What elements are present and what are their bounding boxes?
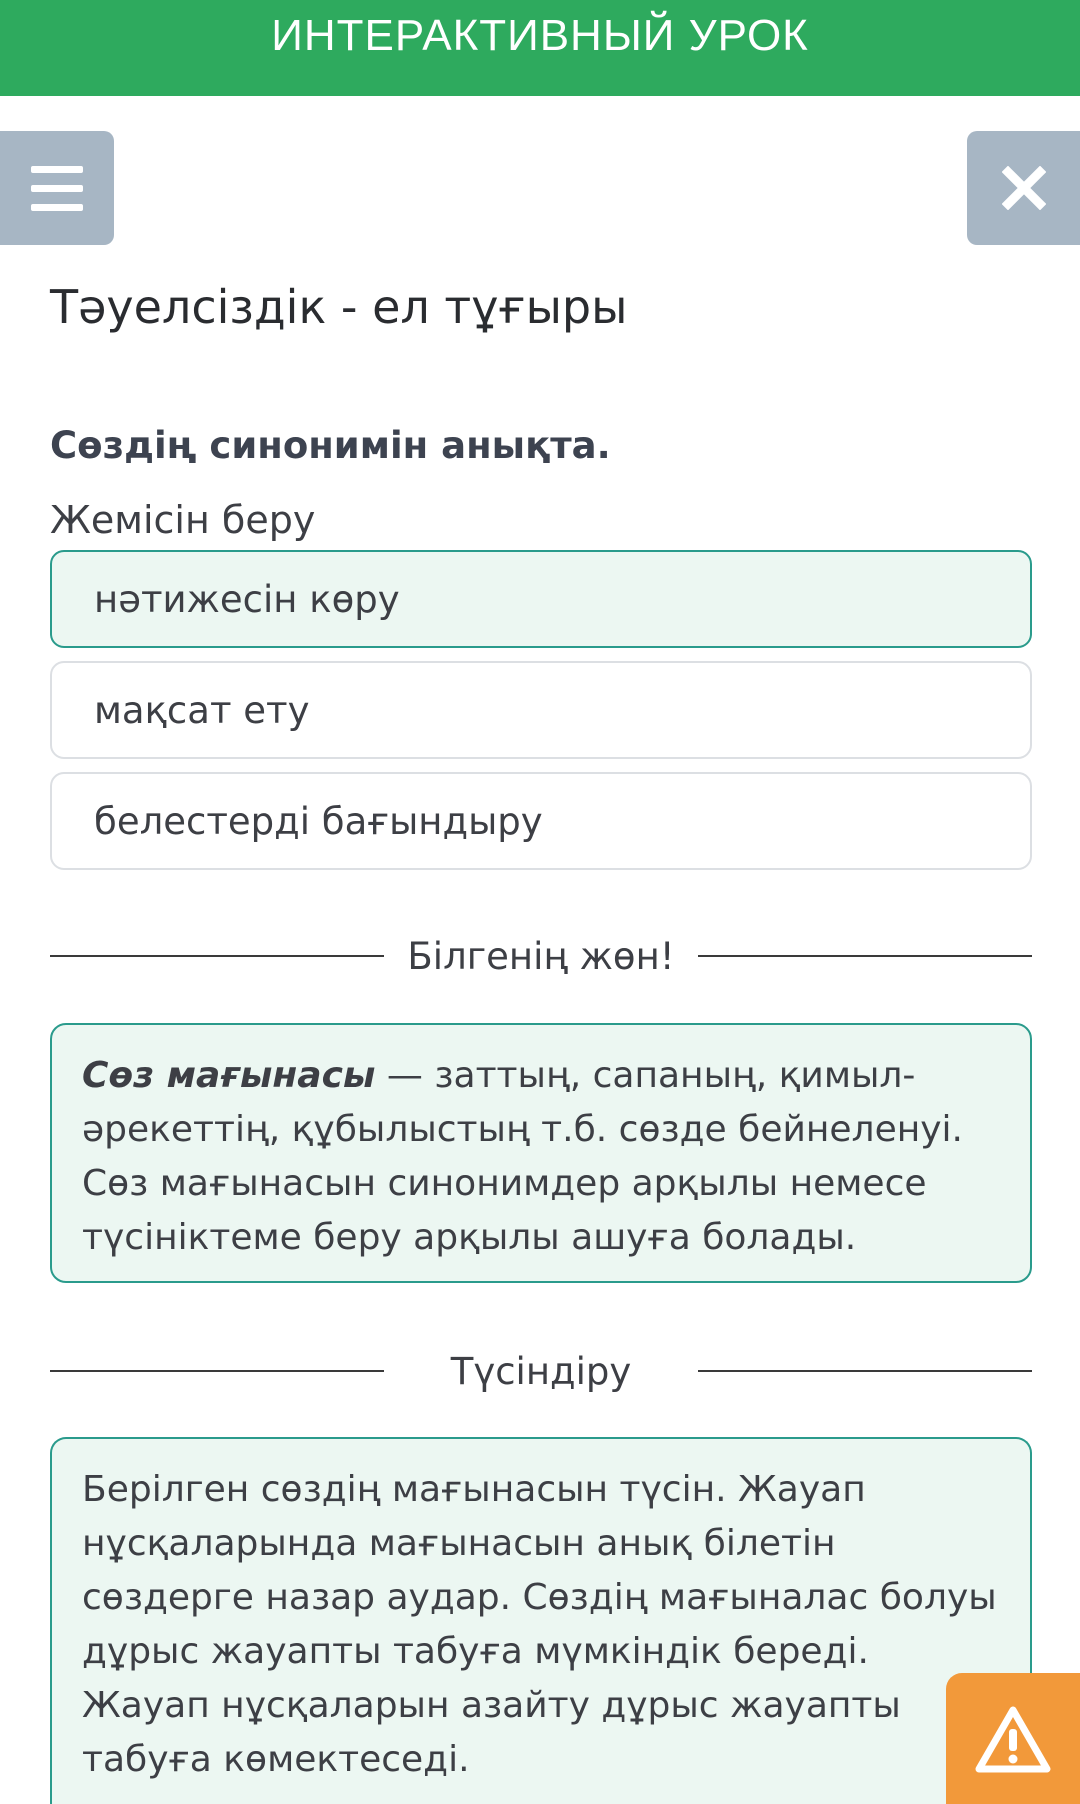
close-icon [1002, 166, 1046, 210]
header-bar [0, 0, 1080, 96]
explanation-box [50, 1437, 1032, 1804]
answer-option-label: мақсат ету [94, 688, 310, 732]
question-word: Жемісін беру [50, 498, 316, 542]
knowledge-heading: Білгенің жөн! [407, 934, 675, 978]
explanation-heading: Түсіндіру [450, 1349, 632, 1393]
answer-option-1[interactable] [50, 550, 1032, 648]
report-button[interactable] [946, 1673, 1080, 1804]
knowledge-box [50, 1023, 1032, 1283]
lesson-title: Тәуелсіздік - ел тұғыры [50, 280, 628, 334]
menu-button[interactable] [0, 131, 114, 245]
answer-option-3[interactable] [50, 772, 1032, 870]
answer-option-2[interactable] [50, 661, 1032, 759]
knowledge-divider [50, 931, 1032, 981]
close-button[interactable] [967, 131, 1080, 245]
warning-triangle-icon [975, 1705, 1051, 1773]
knowledge-text: — заттың, сапаның, қимыл-әрекеттің, құбылыстың т.б. сөзде бейнеленуі. Сөз мағынасын синонимдер арқылы немесе түсініктеме беру арқылы ашуға болады. [82, 1055, 963, 1258]
answer-option-label: нәтижесін көру [94, 577, 400, 621]
explanation-text: Берілген сөздің мағынасын түсін. Жауап нұсқаларында мағынасын анық білетін сөздерге назар аудар. Сөздің мағыналас болуы дұрыс жауапты табуға мүмкіндік береді. Жауап нұсқаларын азайту дұрыс жауапты табуға көмектеседі. [82, 1469, 997, 1780]
answer-option-label: белестерді бағындыру [94, 799, 543, 843]
hamburger-menu-icon [31, 166, 83, 173]
question-prompt: Сөздің синонимін анықта. [50, 424, 611, 467]
explanation-divider [50, 1346, 1032, 1396]
knowledge-term: Сөз мағынасы [82, 1055, 376, 1096]
header-title: ИНТЕРАКТИВНЫЙ УРОК [271, 11, 809, 60]
